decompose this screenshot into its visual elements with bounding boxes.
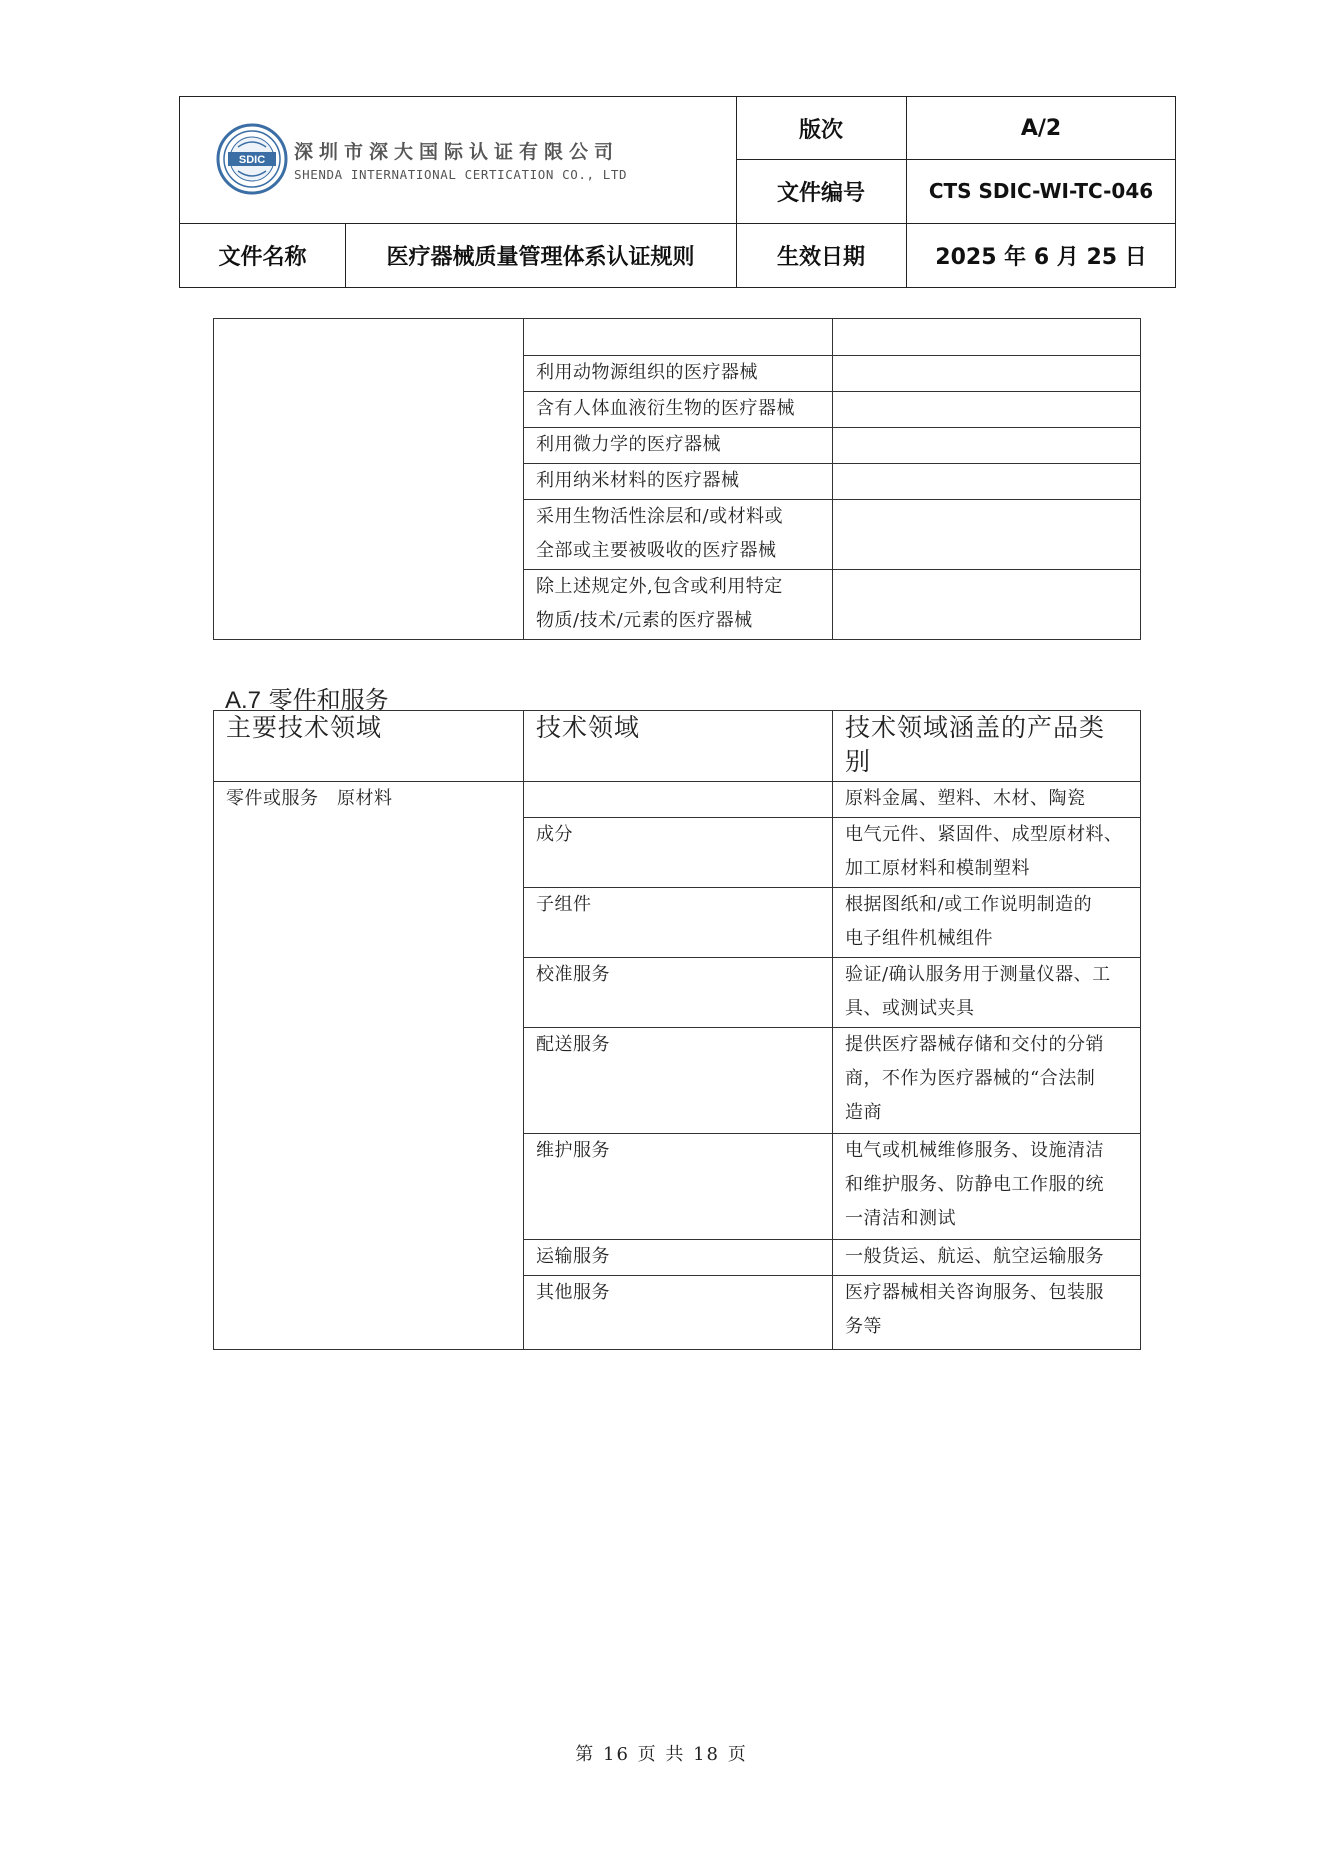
table-cell: 含有人体血液衍生物的医疗器械 (536, 398, 795, 419)
table-cell: 电气元件、紧固件、成型原材料、 (845, 824, 1123, 845)
logo-text: SDIC (238, 154, 266, 166)
table-cell: 造商 (845, 1102, 882, 1123)
company-logo-block (180, 97, 736, 223)
column-header: 主要技术领域 (226, 713, 383, 742)
doc-number-value: CTS SDIC-WI-TC-046 (928, 179, 1154, 203)
table-cell: 利用微力学的医疗器械 (536, 434, 721, 455)
company-name-en: SHENDA INTERNATIONAL CERTICATION CO., LTD (294, 167, 628, 182)
table-cell: 加工原材料和模制塑料 (845, 858, 1030, 879)
column-header: 别 (845, 747, 872, 776)
company-logo-icon (216, 123, 288, 195)
revision-value: A/2 (1020, 115, 1062, 141)
table-cell: 运输服务 (536, 1246, 610, 1267)
effective-date-value: 2025 年 6 月 25 日 (935, 244, 1147, 270)
table-cell: 配送服务 (536, 1034, 610, 1055)
revision-label: 版次 (798, 117, 843, 143)
table-cell: 具、或测试夹具 (845, 998, 975, 1019)
section-number: A.7 (225, 687, 262, 714)
table-cell: 子组件 (536, 894, 592, 915)
table-cell: 采用生物活性涂层和/或材料或 (536, 506, 784, 527)
table-cell: 维护服务 (536, 1140, 610, 1161)
table-cell: 成分 (536, 824, 573, 845)
table-cell: 物质/技术/元素的医疗器械 (536, 610, 753, 631)
parts-services-table (213, 710, 1141, 1350)
table-cell: 除上述规定外,包含或利用特定 (536, 576, 783, 597)
table-cell: 利用纳米材料的医疗器械 (536, 470, 740, 491)
table-cell: 商，不作为医疗器械的“合法制 (845, 1068, 1096, 1089)
table-cell: 一清洁和测试 (845, 1208, 956, 1229)
column-header: 技术领域涵盖的产品类 (845, 713, 1106, 742)
effective-date-label: 生效日期 (776, 244, 865, 270)
company-name-cn: 深圳市深大国际认证有限公司 (294, 141, 620, 163)
doc-name-label: 文件名称 (218, 244, 307, 270)
device-category-table (213, 318, 1141, 640)
table-cell: 利用动物源组织的医疗器械 (536, 362, 758, 383)
table-cell: 全部或主要被吸收的医疗器械 (536, 540, 777, 561)
table-cell: 和维护服务、防静电工作服的统 (845, 1174, 1104, 1195)
doc-name-value: 医疗器械质量管理体系认证规则 (386, 244, 695, 270)
page-number: 第 16 页 共 18 页 (575, 1744, 748, 1765)
section-title: 零件和服务 (268, 686, 389, 714)
table-cell: 校准服务 (536, 964, 610, 985)
table-cell: 提供医疗器械存储和交付的分销 (845, 1034, 1104, 1055)
table-cell: 验证/确认服务用于测量仪器、工 (845, 964, 1111, 985)
column-header: 技术领域 (536, 713, 641, 742)
table-cell: 一般货运、航运、航空运输服务 (845, 1246, 1104, 1267)
table-cell: 其他服务 (536, 1282, 610, 1303)
table-cell: 务等 (845, 1316, 882, 1337)
table-cell: 根据图纸和/或工作说明制造的 (845, 894, 1093, 915)
table-cell: 原料金属、塑料、木材、陶瓷 (845, 788, 1086, 809)
doc-number-label: 文件编号 (776, 180, 865, 206)
table-cell: 医疗器械相关咨询服务、包装服 (845, 1282, 1104, 1303)
main-field-cell: 零件或服务 原材料 (226, 788, 393, 809)
table-cell: 电气或机械维修服务、设施清洁 (845, 1140, 1104, 1161)
table-cell: 电子组件机械组件 (845, 928, 993, 949)
document-header (179, 96, 1176, 288)
